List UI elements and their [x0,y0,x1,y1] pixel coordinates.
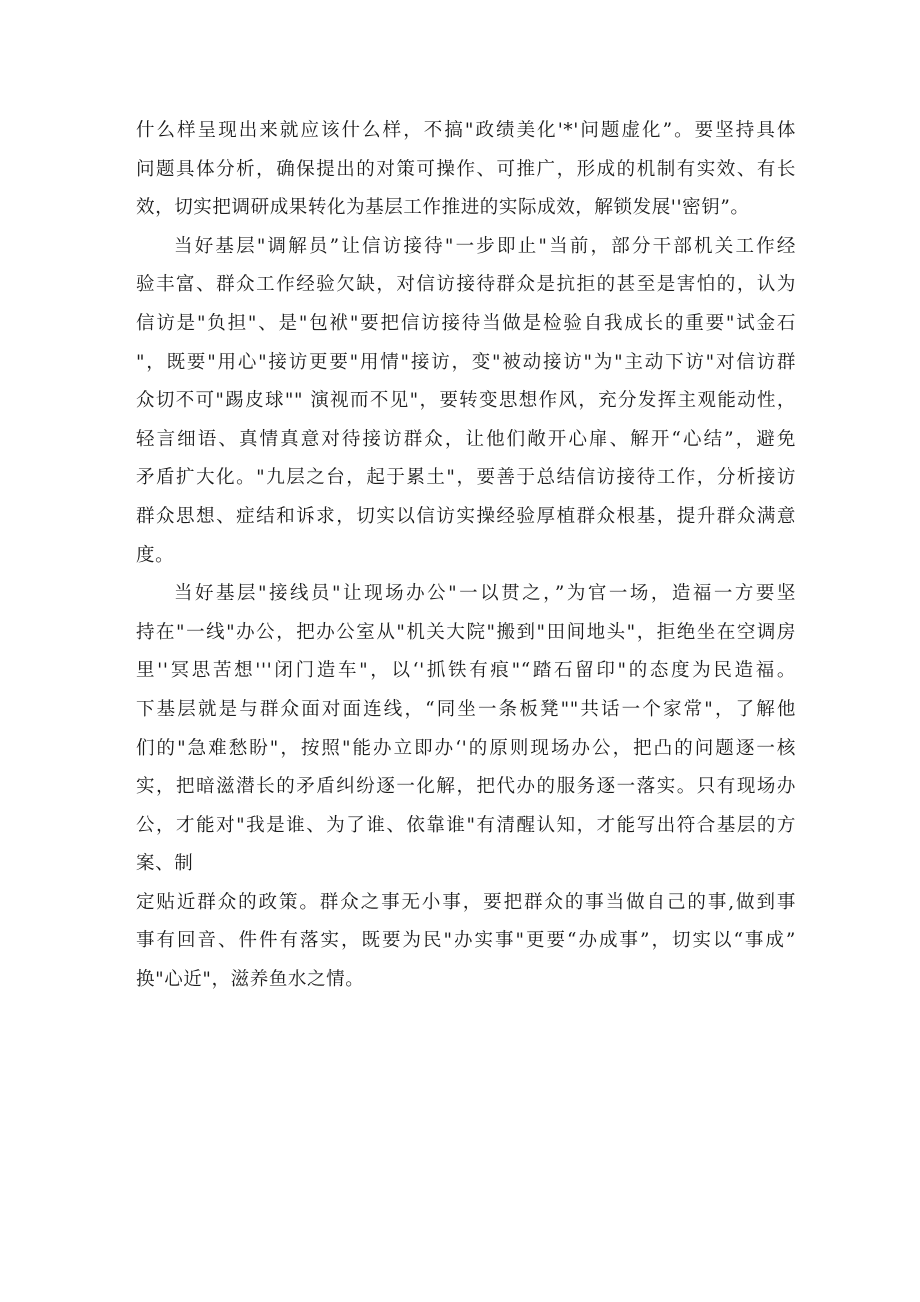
text-line: 实，把暗滋潜长的矛盾纠纷逐一化解，把代办的服务逐一落实。只有现场办 [136,776,796,798]
text-line: 定贴近群众的政策。群众之事无小事，要把群众的事当做自己的事,做到事 [136,891,796,913]
text-line: 换"心近"，滋养鱼水之情。 [136,969,365,991]
text-line: 轻言细语、真情真意对待接访群众，让他们敞开心扉、解开“心结”，避免 [136,428,796,450]
text-line: 们的"急难愁盼"，按照"能办立即办‘'的原则现场办公，把凸的问题逐一核 [136,737,796,759]
text-line: 矛盾扩大化。"九层之台，起于累土"，要善于总结信访接待工作，分析接访 [136,467,796,489]
text-line: 持在"一线"办公，把办公室从"机关大院"搬到"田间地头"，拒绝坐在空调房 [136,621,796,643]
document-body [136,112,796,1000]
text-line: 验丰富、群众工作经验欠缺，对信访接待群众是抗拒的甚至是害怕的，认为 [136,274,796,296]
text-line: 群众思想、症结和诉求，切实以信访实操经验厚植群众根基，提升群众满意 [136,505,796,527]
text-line: 众切不可"踢皮球"" 演视而不见"，要转变思想作风，充分发挥主观能动性， [136,390,796,412]
text-line: 问题具体分析，确保提出的对策可操作、可推广，形成的机制有实效、有长 [136,158,796,180]
text-line: 下基层就是与群众面对面连线，“同坐一条板凳""共话一个家常"，了解他 [136,698,796,720]
text-line: 事有回音、件件有落实，既要为民"办实事"更要“办成事”，切实以“事成” [136,930,796,952]
text-line: "，既要"用心"接访更要"用情"接访，变"被动接访"为"主动下访"对信访群 [136,351,796,373]
text-line: 什么样呈现出来就应该什么样，不搞"政绩美化'*'问题虚化”。要坚持具体 [136,120,796,141]
text-line: 里''冥思苦想'''闭门造车"，以‘'抓铁有痕"“踏石留印"的态度为民造福。 [136,660,796,682]
paragraph-first-line: 当好基层"调解员”让信访接待"一步即止"当前，部分干部机关工作经 [174,235,796,257]
text-line: 信访是"负担"、是"包袱"要把信访接待当做是检验自我成长的重要"试金石 [136,312,796,334]
text-line: 案、制 [136,853,194,875]
text-line: 效，切实把调研成果转化为基层工作推进的实际成效，解锁发展''密钥”。 [136,197,750,219]
text-line: 度。 [136,544,175,566]
text-line: 公，才能对"我是谁、为了谁、依靠谁"有清醒认知，才能写出符合基层的方 [136,814,796,836]
paragraph-first-line: 当好基层"接线员"让现场办公"一以贯之，”为官一场，造福一方要坚 [174,583,796,605]
